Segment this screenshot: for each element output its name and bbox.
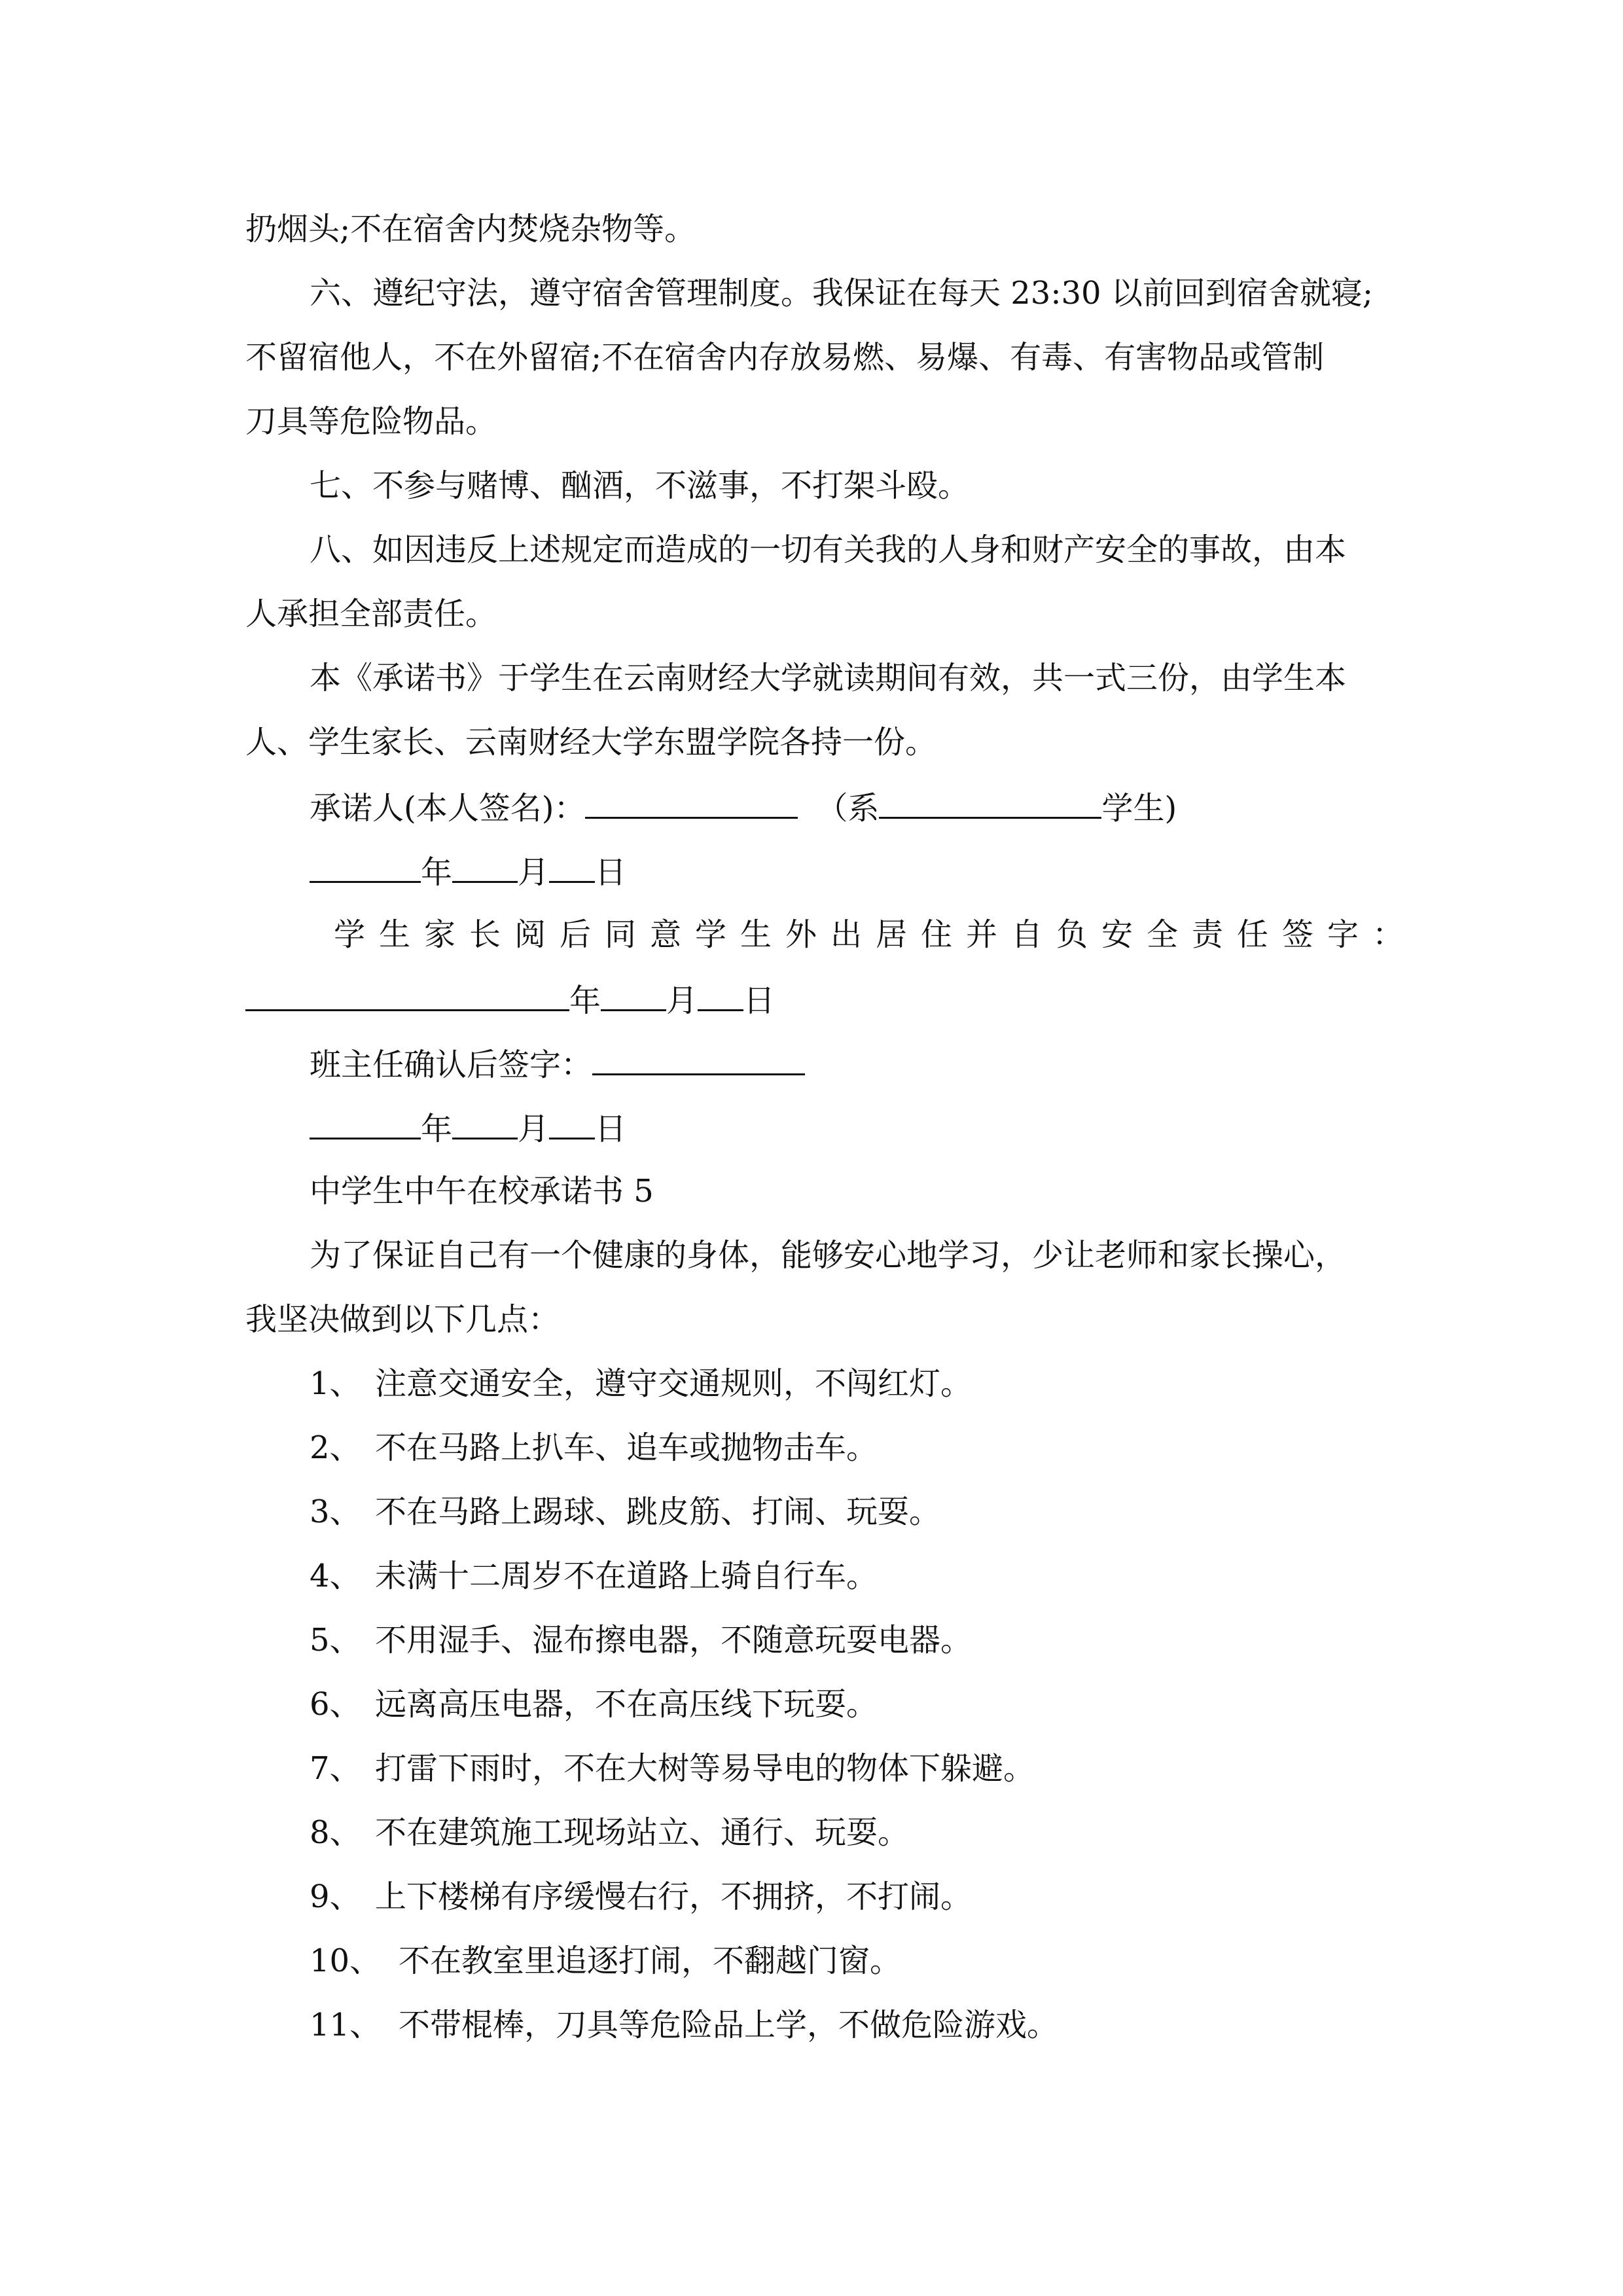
list-item-number: 5、	[310, 1622, 361, 1659]
list-item-text: 未满十二周岁不在道路上骑自行车。	[375, 1558, 878, 1594]
teacher-year-label: 年	[421, 1111, 453, 1147]
list-item-number: 7、	[310, 1750, 361, 1787]
rule-six-line-3: 刀具等危险物品。	[245, 403, 497, 440]
parent-signature-row	[245, 979, 775, 1018]
year-blank[interactable]	[310, 851, 421, 883]
list-item	[310, 1941, 901, 1981]
teacher-day-blank[interactable]	[549, 1107, 595, 1139]
list-item-text: 不在建筑施工现场站立、通行、玩耍。	[375, 1814, 910, 1851]
teacher-month-blank[interactable]	[452, 1107, 518, 1139]
list-item	[310, 1492, 940, 1532]
day-blank[interactable]	[549, 851, 595, 883]
list-item-text: 上下楼梯有序缓慢右行，不拥挤，不打闹。	[375, 1878, 972, 1915]
parent-signature-blank[interactable]	[245, 979, 569, 1011]
list-item-number: 11、	[310, 2007, 382, 2043]
parent-month-blank[interactable]	[601, 979, 666, 1011]
day-label: 日	[595, 854, 627, 891]
list-item-text: 不用湿手、湿布擦电器，不随意玩耍电器。	[375, 1622, 972, 1659]
list-item	[310, 1428, 878, 1467]
parent-year-label: 年	[569, 982, 601, 1019]
student-signature-label: 承诺人(本人签名)：	[310, 790, 586, 827]
student-date-row	[310, 851, 626, 890]
list-item	[310, 1685, 878, 1724]
list-item	[310, 2005, 1058, 2045]
year-label: 年	[421, 854, 453, 891]
list-item-number: 4、	[310, 1558, 361, 1594]
list-item-text: 不在马路上扒车、追车或抛物击车。	[375, 1429, 878, 1466]
list-item	[310, 1364, 972, 1403]
list-item-text: 打雷下雨时，不在大树等易导电的物体下躲避。	[375, 1750, 1035, 1787]
list-item-number: 8、	[310, 1814, 361, 1851]
validity-line-2: 人、学生家长、云南财经大学东盟学院各持一份。	[245, 724, 937, 761]
list-item	[310, 1749, 1035, 1788]
list-item	[310, 1813, 909, 1852]
intro-line-1: 为了保证自己有一个健康的身体，能够安心地学习，少让老师和家长操心，	[310, 1237, 1347, 1274]
parent-signature-label: 学生家长阅后同意学生外出居住并自负安全责任签字：	[334, 916, 1418, 953]
rule-seven: 七、不参与赌博、酗酒，不滋事，不打架斗殴。	[310, 467, 970, 504]
list-item-number: 6、	[310, 1686, 361, 1723]
teacher-year-blank[interactable]	[310, 1107, 421, 1139]
list-item-text: 不在教室里追逐打闹，不翻越门窗。	[399, 1943, 902, 1979]
teacher-date-row	[310, 1107, 626, 1147]
month-blank[interactable]	[452, 851, 518, 883]
department-open-label: （系	[816, 790, 880, 827]
student-signature-blank[interactable]	[585, 787, 798, 819]
teacher-signature-label: 班主任确认后签字：	[310, 1047, 593, 1083]
list-item-text: 远离高压电器，不在高压线下玩耍。	[375, 1686, 878, 1723]
teacher-day-label: 日	[595, 1111, 627, 1147]
intro-line-2: 我坚决做到以下几点：	[245, 1301, 560, 1338]
list-item-number: 3、	[310, 1494, 361, 1530]
department-close-label: 学生)	[1101, 790, 1177, 827]
list-item-text: 注意交通安全，遵守交通规则，不闯红灯。	[375, 1365, 972, 1402]
list-item-text: 不带棍棒，刀具等危险品上学，不做危险游戏。	[399, 2007, 1059, 2043]
list-item-number: 10、	[310, 1943, 382, 1979]
list-item-text: 不在马路上踢球、跳皮筋、打闹、玩耍。	[375, 1494, 941, 1530]
parent-month-label: 月	[666, 982, 698, 1019]
parent-day-blank[interactable]	[698, 979, 743, 1011]
rule-eight-line-1: 八、如因违反上述规定而造成的一切有关我的人身和财产安全的事故，由本	[310, 531, 1347, 568]
month-label: 月	[518, 854, 550, 891]
student-signature-row	[310, 787, 1177, 826]
rule-six-line-1: 六、遵纪守法，遵守宿舍管理制度。我保证在每天 23:30 以前回到宿舍就寝;	[310, 275, 1374, 312]
department-blank[interactable]	[879, 787, 1101, 819]
list-item-number: 9、	[310, 1878, 361, 1915]
section-title: 中学生中午在校承诺书 5	[310, 1173, 654, 1210]
validity-line-1: 本《承诺书》于学生在云南财经大学就读期间有效，共一式三份，由学生本	[310, 660, 1347, 696]
list-item	[310, 1556, 878, 1596]
teacher-month-label: 月	[518, 1111, 550, 1147]
list-item-number: 2、	[310, 1429, 361, 1466]
list-item-number: 1、	[310, 1365, 361, 1402]
teacher-signature-blank[interactable]	[592, 1043, 805, 1075]
list-item	[310, 1621, 972, 1660]
rule-eight-line-2: 人承担全部责任。	[245, 596, 497, 632]
teacher-signature-row	[310, 1043, 805, 1083]
continuation-line: 扔烟头;不在宿舍内焚烧杂物等。	[245, 211, 696, 247]
list-item	[310, 1877, 972, 1916]
rule-six-line-2: 不留宿他人，不在外留宿;不在宿舍内存放易燃、易爆、有毒、有害物品或管制	[245, 339, 1325, 376]
parent-day-label: 日	[743, 982, 776, 1019]
